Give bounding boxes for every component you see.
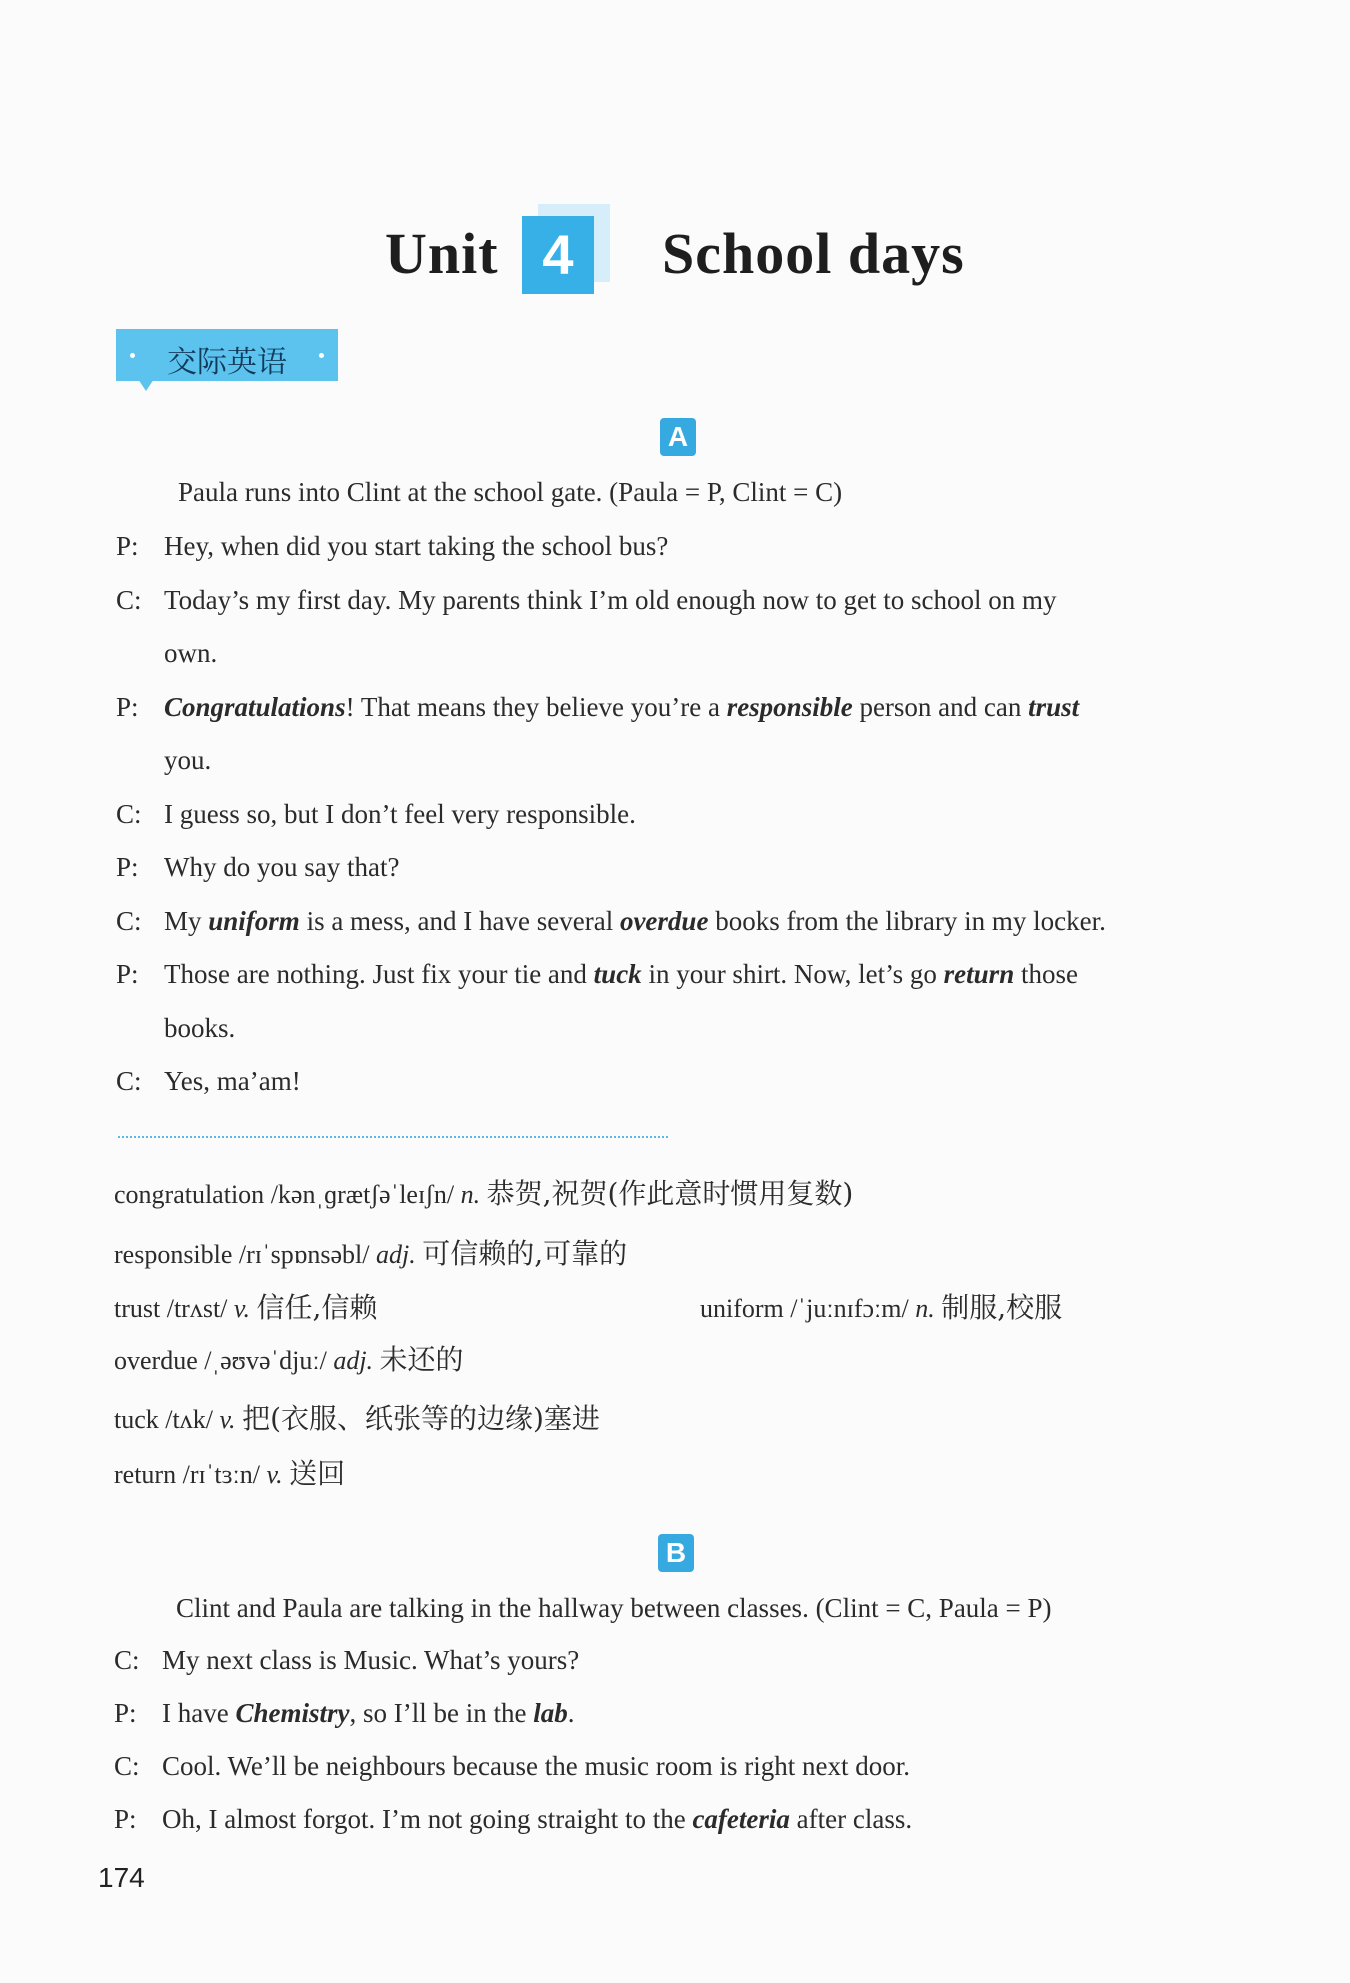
unit-title xyxy=(0,212,1350,292)
vocab-phonetic: /ˈjuːnɪfɔːm/ xyxy=(790,1294,909,1323)
dialogue-b-marker: B xyxy=(658,1534,694,1572)
vocab-entry xyxy=(114,1338,464,1378)
dialogue-line xyxy=(116,692,1079,723)
vocab-part-of-speech: adj. xyxy=(333,1346,374,1375)
keyword: overdue xyxy=(619,905,709,936)
vocab-meaning: 信任,信赖 xyxy=(256,1291,378,1324)
vocab-word: tuck xyxy=(114,1405,159,1434)
line-text: own. xyxy=(164,638,218,668)
speaker-label: C: xyxy=(116,584,142,615)
vocab-word: trust xyxy=(114,1294,161,1323)
vocab-word: uniform xyxy=(700,1294,784,1323)
vocab-meaning: 恭贺,祝贺(作此意时惯用复数) xyxy=(486,1177,854,1210)
vocab-entry xyxy=(114,1232,627,1272)
dialogue-a-marker: A xyxy=(660,418,696,456)
line-text: I have xyxy=(162,1698,236,1728)
vocab-entry xyxy=(114,1397,600,1437)
line-text: books from the library in my locker. xyxy=(708,905,1106,936)
vocab-phonetic: /tʌk/ xyxy=(165,1405,213,1434)
line-text: . xyxy=(567,1698,575,1728)
line-text: after class. xyxy=(789,1804,913,1834)
vocab-word: responsible xyxy=(114,1240,233,1269)
vocab-part-of-speech: n. xyxy=(915,1294,935,1323)
line-text: Why do you say that? xyxy=(164,852,400,882)
line-text: is a mess, and I have several xyxy=(299,905,620,936)
dialogue-line xyxy=(116,906,1106,937)
dialogue-line xyxy=(114,1645,579,1676)
dialogue-line xyxy=(116,1066,301,1097)
line-text: in your shirt. Now, let’s go xyxy=(641,959,944,989)
vocab-phonetic: /trʌst/ xyxy=(166,1294,228,1323)
line-text: Hey, when did you start taking the school bus? xyxy=(164,531,669,561)
speaker-label: C: xyxy=(114,1751,140,1781)
vocab-part-of-speech: v. xyxy=(219,1405,236,1434)
vocab-part-of-speech: adj. xyxy=(376,1240,416,1269)
unit-topic: School days xyxy=(662,221,965,286)
line-text: My xyxy=(164,905,209,936)
dialogue-line xyxy=(116,531,668,562)
line-text: Cool. We’ll be neighbours because the music room is right next door. xyxy=(162,1751,910,1781)
line-text: I guess so, but I don’t feel very responsible. xyxy=(164,798,636,829)
vocab-entry xyxy=(700,1286,1062,1326)
vocab-entry xyxy=(114,1286,377,1326)
vocab-meaning: 未还的 xyxy=(379,1343,464,1376)
keyword: Congratulations xyxy=(164,691,346,722)
vocab-phonetic: /rɪˈtɜːn/ xyxy=(182,1460,260,1489)
line-text: Oh, I almost forgot. I’m not going straight to the xyxy=(162,1804,693,1834)
keyword: cafeteria xyxy=(692,1804,790,1834)
dialogue-a-intro: Paula runs into Clint at the school gate. (Paula = P, Clint = C) xyxy=(178,477,843,507)
keyword: Chemistry xyxy=(235,1698,350,1728)
line-text: Yes, ma’am! xyxy=(164,1066,301,1096)
keyword: responsible xyxy=(726,691,853,722)
dialogue-line xyxy=(116,852,399,883)
dialogue-line xyxy=(164,745,211,776)
line-text: Those are nothing. Just fix your tie and xyxy=(164,959,594,989)
speaker-label: C: xyxy=(116,798,142,829)
vocab-word: overdue xyxy=(114,1346,198,1375)
vocab-phonetic: /ˌəʊvəˈdjuː/ xyxy=(204,1346,327,1375)
line-text: books. xyxy=(164,1012,236,1043)
line-text: Today’s my first day. My parents think I’m old enough now to get to school on my xyxy=(164,584,1057,615)
dialogue-b-intro: Clint and Paula are talking in the hallway between classes. (Clint = C, Paula = P) xyxy=(176,1593,1052,1623)
dialogue-line xyxy=(164,638,217,669)
dialogue-line xyxy=(116,959,1078,990)
keyword: tuck xyxy=(593,959,642,989)
line-text: , so I’ll be in the xyxy=(349,1698,534,1728)
vocab-entry xyxy=(114,1172,853,1212)
line-text: those xyxy=(1014,959,1078,989)
section-tag xyxy=(116,329,338,381)
vocab-meaning: 制服,校服 xyxy=(941,1291,1063,1324)
unit-word: Unit xyxy=(385,221,499,286)
speaker-label: P: xyxy=(114,1698,137,1728)
page-number: 174 xyxy=(98,1862,145,1893)
dialogue-line xyxy=(116,585,1057,616)
tag-tail xyxy=(138,379,154,391)
speaker-label: C: xyxy=(116,1066,142,1096)
speaker-label: P: xyxy=(116,691,139,722)
speaker-label: P: xyxy=(116,852,139,882)
vocab-meaning: 可信赖的,可靠的 xyxy=(422,1237,628,1270)
line-text: person and can xyxy=(852,691,1029,722)
section-divider xyxy=(118,1136,668,1138)
keyword: uniform xyxy=(208,905,300,936)
keyword: return xyxy=(943,959,1015,989)
keyword: trust xyxy=(1028,691,1080,722)
vocab-meaning: 送回 xyxy=(289,1457,346,1490)
dialogue-line xyxy=(114,1751,910,1782)
speaker-label: P: xyxy=(114,1804,137,1834)
section-tag-label: 交际英语 xyxy=(167,345,287,380)
dialogue-line xyxy=(114,1698,574,1729)
keyword: lab xyxy=(533,1698,568,1728)
speaker-label: P: xyxy=(116,959,139,989)
unit-number: 4 xyxy=(542,223,574,286)
line-text: you. xyxy=(164,745,212,775)
dialogue-line xyxy=(114,1804,912,1835)
speaker-label: C: xyxy=(116,905,142,936)
speaker-label: P: xyxy=(116,531,139,561)
vocab-phonetic: /kənˌɡrætʃəˈleɪʃn/ xyxy=(270,1180,455,1209)
vocab-part-of-speech: n. xyxy=(460,1180,481,1209)
tag-dot-right xyxy=(319,353,324,358)
line-text: My next class is Music. What’s yours? xyxy=(162,1645,580,1675)
vocab-word: congratulation xyxy=(114,1180,265,1209)
speaker-label: C: xyxy=(114,1645,140,1675)
dialogue-line xyxy=(116,799,636,830)
vocab-entry xyxy=(114,1452,345,1492)
vocab-part-of-speech: v. xyxy=(266,1460,283,1489)
vocab-word: return xyxy=(114,1460,177,1489)
vocab-part-of-speech: v. xyxy=(233,1294,251,1323)
line-text: ! That means they believe you’re a xyxy=(345,691,727,722)
vocab-phonetic: /rɪˈspɒnsəbl/ xyxy=(238,1240,370,1269)
vocab-meaning: 把(衣服、纸张等的边缘)塞进 xyxy=(242,1402,600,1435)
dialogue-line xyxy=(164,1013,235,1044)
